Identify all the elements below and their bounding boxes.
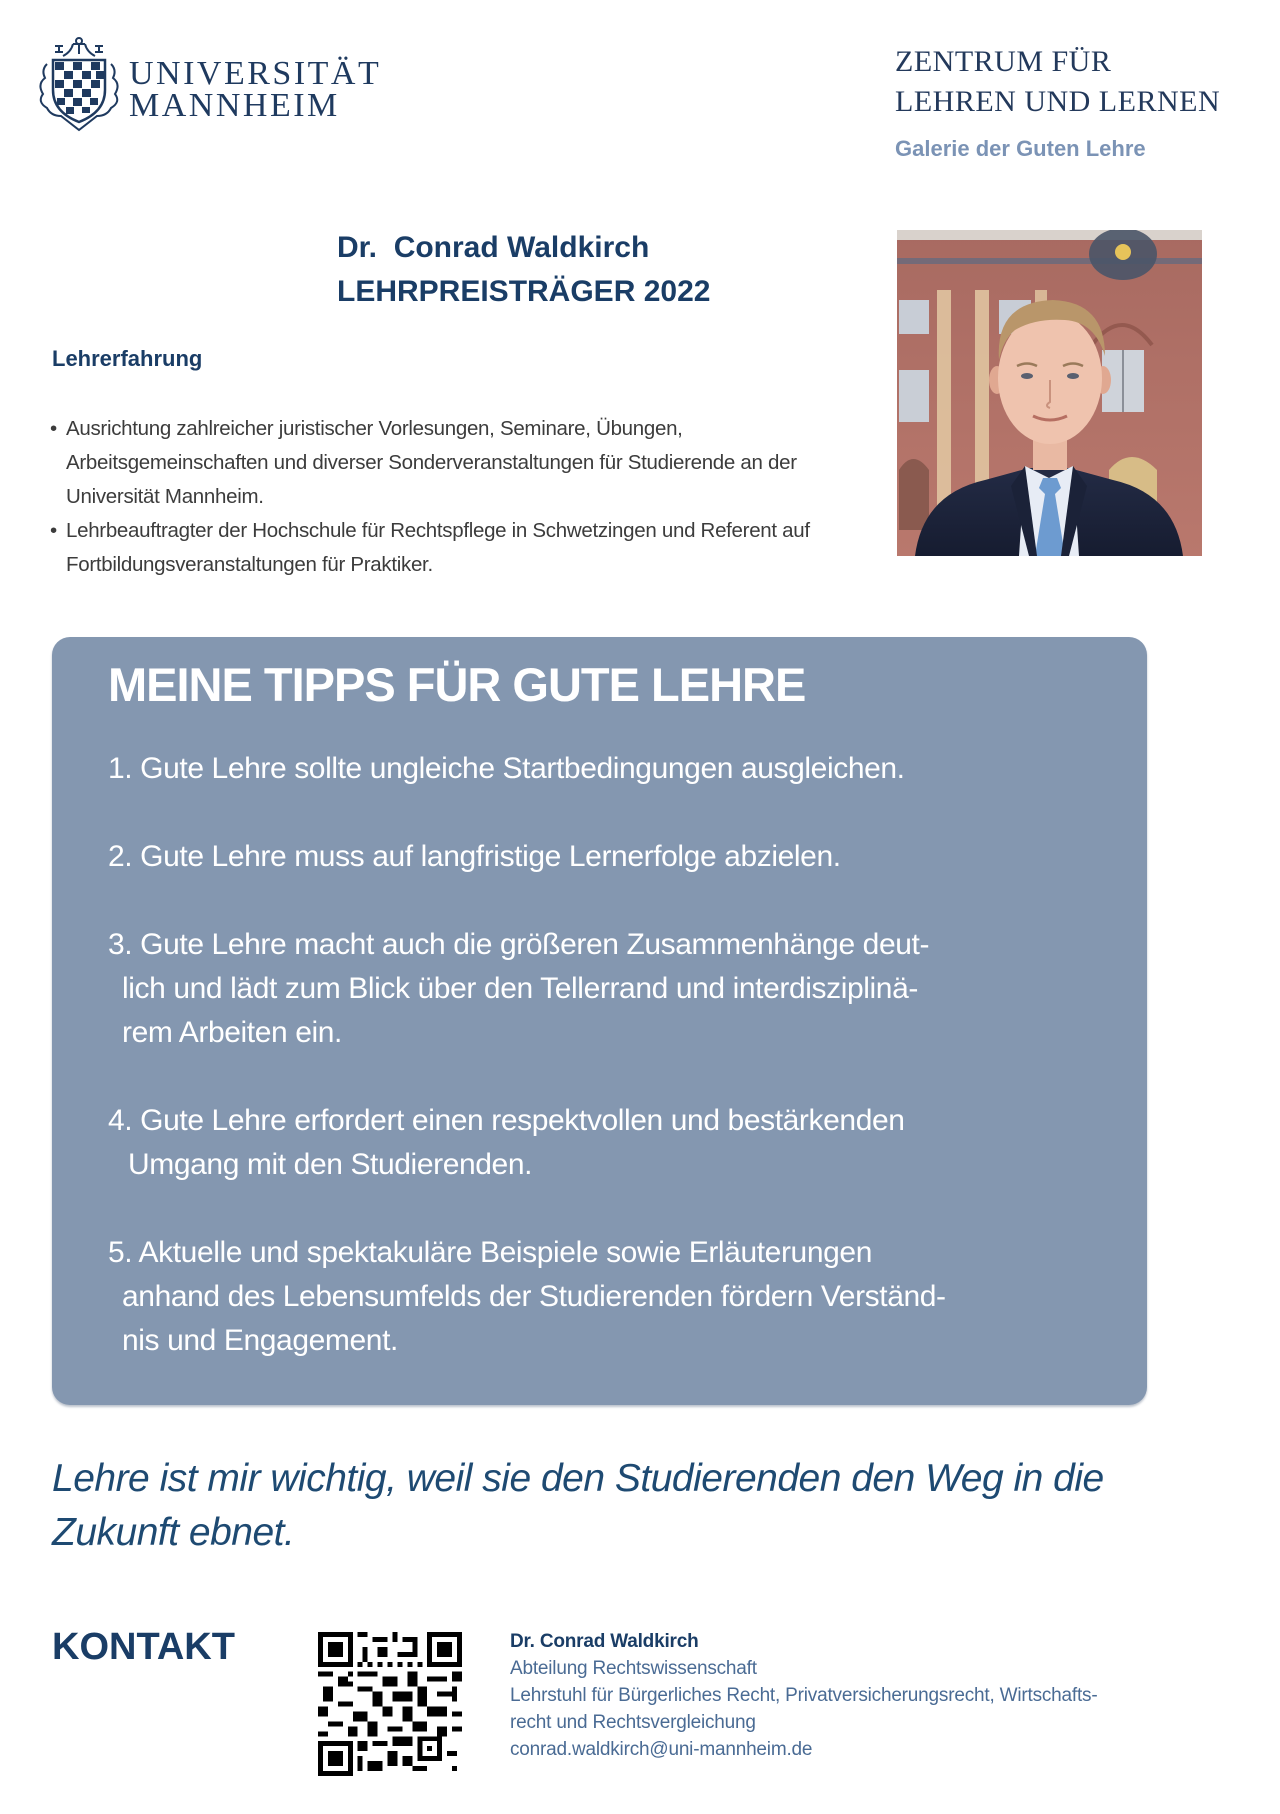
tip-number: 1.: [108, 752, 133, 785]
experience-heading: Lehrerfahrung: [52, 346, 203, 371]
tips-heading: MEINE TIPPS FÜR GUTE LEHRE: [108, 658, 806, 711]
university-logo: [33, 34, 403, 134]
award-title: LEHRPREISTRÄGER 2022: [337, 275, 711, 308]
tip-item-2: [108, 835, 1108, 879]
tip-text: nis und Engagement.: [122, 1324, 398, 1357]
tip-text: lich und lädt zum Blick über den Tellerrand und interdisziplinä-: [122, 972, 918, 1005]
experience-list: [50, 412, 820, 582]
wordmark-line-1: UNIVERSITÄT: [129, 55, 382, 92]
center-title: [895, 42, 1220, 122]
page-title: [337, 226, 710, 314]
quote-line-2: Zukunft ebnet.: [52, 1511, 295, 1554]
tip-text: Aktuelle und spektakuläre Beispiele sowie Erläuterungen: [138, 1236, 872, 1269]
tip-text: Gute Lehre sollte ungleiche Startbedingungen ausgleichen.: [140, 752, 905, 785]
tip-text: Umgang mit den Studierenden.: [128, 1148, 533, 1181]
tip-number: 5.: [108, 1236, 133, 1269]
teaching-quote: [52, 1452, 1232, 1560]
tip-item-5: [108, 1231, 1108, 1363]
wordmark-line-2: MANNHEIM: [129, 87, 340, 124]
person-name: Dr. Conrad Waldkirch: [337, 231, 650, 264]
tip-item-4: [108, 1099, 1108, 1187]
gallery-subtitle: Galerie der Guten Lehre: [895, 136, 1146, 161]
tip-text: Gute Lehre muss auf langfristige Lernerfolge abzielen.: [140, 840, 841, 873]
tip-number: 2.: [108, 840, 133, 873]
experience-item: • Ausrichtung zahlreicher juristischer Vorlesungen, Seminare, Übungen, Arbeitsgemeinschaften und diverser Sonderveranstaltungen für Studierende an der Universität Mannheim.: [50, 412, 820, 514]
quote-line-1: Lehre ist mir wichtig, weil sie den Studierenden den Weg in die: [52, 1457, 1104, 1500]
center-title-line-2: LEHREN UND LERNEN: [895, 85, 1221, 118]
tip-text: Gute Lehre erfordert einen respektvollen und bestärkenden: [140, 1104, 905, 1137]
contact-chair-line-1: Lehrstuhl für Bürgerliches Recht, Privatversicherungsrecht, Wirtschafts-: [510, 1685, 1098, 1706]
contact-details: [510, 1628, 1098, 1763]
contact-name: Dr. Conrad Waldkirch: [510, 1631, 699, 1652]
center-title-line-1: ZENTRUM FÜR: [895, 45, 1112, 78]
university-crest-icon: [33, 34, 125, 134]
tip-text: Gute Lehre macht auch die größeren Zusammenhänge deut-: [140, 928, 930, 961]
contact-chair-line-2: recht und Rechtsvergleichung: [510, 1712, 756, 1733]
tip-text: anhand des Lebensumfelds der Studierenden fördern Verständ-: [122, 1280, 946, 1313]
contact-heading: KONTAKT: [52, 1626, 235, 1668]
tip-item-1: [108, 747, 1108, 791]
contact-email-link[interactable]: conrad.waldkirch@uni-mannheim.de: [510, 1739, 813, 1760]
experience-item: • Lehrbeauftragter der Hochschule für Rechtspflege in Schwetzingen und Referent auf Fortbildungsveranstaltungen für Praktiker.: [50, 514, 820, 582]
contact-department: Abteilung Rechtswissenschaft: [510, 1658, 757, 1679]
portrait-image: [897, 230, 1202, 556]
tip-number: 4.: [108, 1104, 133, 1137]
university-wordmark: [129, 55, 382, 124]
tip-text: rem Arbeiten ein.: [122, 1016, 342, 1049]
qr-code-icon[interactable]: [318, 1632, 462, 1776]
tip-item-3: [108, 923, 1108, 1055]
tip-number: 3.: [108, 928, 133, 961]
portrait-photo: [897, 230, 1202, 556]
tips-box: [52, 637, 1147, 1405]
